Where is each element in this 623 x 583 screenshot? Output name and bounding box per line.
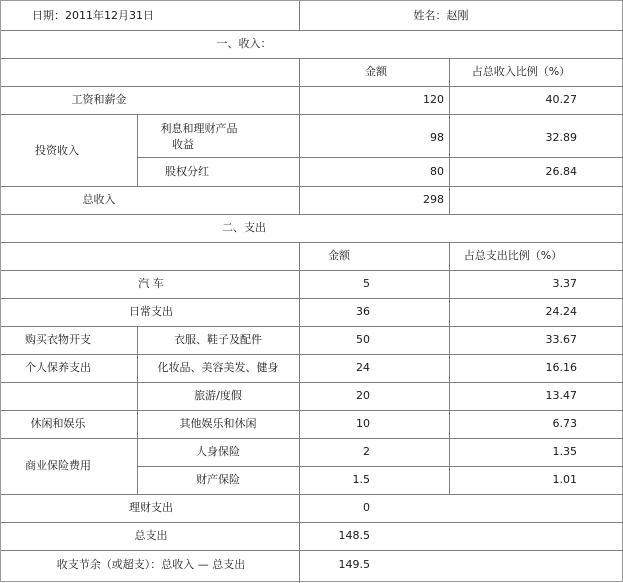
grid-line [1, 410, 623, 411]
daily-label: 日常支出 [129, 305, 173, 318]
grid-line [137, 326, 138, 494]
car-ratio: 3.37 [552, 277, 577, 290]
clothing-amount: 50 [356, 333, 370, 346]
finance-expense-amount: 0 [363, 501, 370, 514]
grid-line [1, 354, 623, 355]
date-label: 日期：2011年12月31日 [32, 9, 154, 22]
personal-care-amount: 24 [356, 361, 370, 374]
grid-line [137, 114, 623, 115]
grid-line [137, 466, 623, 467]
grid-line [449, 58, 450, 214]
travel-amount: 20 [356, 389, 370, 402]
salary-label: 工资和薪金 [71, 93, 127, 106]
grid-line [1, 438, 623, 439]
grid-line [1, 114, 137, 115]
leisure-label: 其他娱乐和休闲 [179, 417, 257, 430]
daily-amount: 36 [356, 305, 370, 318]
total-expense-label: 总支出 [134, 529, 168, 542]
life-insurance-amount: 2 [363, 445, 370, 458]
grid-line [1, 494, 623, 495]
property-insurance-label: 财产保险 [196, 473, 240, 486]
grid-line [1, 214, 623, 215]
leisure-ratio: 6.73 [552, 417, 577, 430]
expense-section-title: 二、支出 [222, 221, 266, 234]
grid-line [299, 1, 300, 30]
grid-line [1, 58, 623, 59]
travel-ratio: 13.47 [545, 389, 577, 402]
clothing-label: 衣服、鞋子及配件 [174, 333, 262, 346]
grid-line [1, 86, 623, 87]
interest-label-line1: 利息和理财产品 [160, 122, 238, 135]
grid-line [1, 270, 623, 271]
expense-ratio-header: 占总支出比例（%） [463, 249, 563, 262]
dividend-amount: 80 [430, 165, 444, 178]
grid-line [449, 242, 450, 494]
balance-label: 收支节余（或超支）：总收入 — 总支出 [56, 558, 246, 571]
grid-line [1, 242, 623, 243]
grid-line [1, 326, 623, 327]
grid-line [1, 298, 623, 299]
life-insurance-label: 人身保险 [196, 445, 240, 458]
interest-ratio: 32.89 [545, 131, 577, 144]
insurance-group-label: 商业保险费用 [25, 459, 91, 472]
total-income-amount: 298 [423, 193, 444, 206]
leisure-amount: 10 [356, 417, 370, 430]
grid-line [299, 58, 300, 214]
grid-line [137, 157, 623, 158]
income-section-title: 一、收入： [216, 37, 272, 50]
grid-line [1, 522, 623, 523]
personal-care-group-label: 个人保养支出 [25, 361, 91, 374]
total-expense-amount: 148.5 [338, 529, 370, 542]
income-amount-header: 金额 [365, 65, 387, 78]
grid-line [1, 186, 623, 187]
car-amount: 5 [363, 277, 370, 290]
daily-ratio: 24.24 [545, 305, 577, 318]
balance-amount: 149.5 [338, 558, 370, 571]
total-income-label: 总收入 [82, 193, 116, 206]
salary-ratio: 40.27 [545, 93, 577, 106]
dividend-ratio: 26.84 [545, 165, 577, 178]
investment-income-label: 投资收入 [35, 144, 79, 157]
grid-line [1, 382, 623, 383]
income-ratio-header: 占总收入比例（%） [471, 65, 571, 78]
leisure-group-label: 休闲和娱乐 [30, 417, 86, 430]
personal-care-ratio: 16.16 [545, 361, 577, 374]
name-label: 姓名：赵刚 [413, 9, 469, 22]
expense-amount-header: 金额 [328, 249, 350, 262]
dividend-label: 股权分红 [165, 165, 209, 178]
property-insurance-ratio: 1.01 [552, 473, 577, 486]
clothing-ratio: 33.67 [545, 333, 577, 346]
interest-amount: 98 [430, 131, 444, 144]
finance-expense-label: 理财支出 [129, 501, 173, 514]
life-insurance-ratio: 1.35 [552, 445, 577, 458]
travel-label: 旅游/度假 [194, 389, 242, 402]
grid-line [299, 242, 300, 583]
car-label: 汽 车 [138, 277, 164, 290]
personal-care-label: 化妆品、美容美发、健身 [157, 361, 279, 374]
grid-line [1, 550, 623, 551]
salary-amount: 120 [423, 93, 444, 106]
grid-line [137, 114, 138, 186]
property-insurance-amount: 1.5 [352, 473, 370, 486]
clothing-group-label: 购买衣物开支 [25, 333, 91, 346]
grid-line [1, 30, 623, 31]
interest-label-line2: 收益 [172, 138, 194, 151]
